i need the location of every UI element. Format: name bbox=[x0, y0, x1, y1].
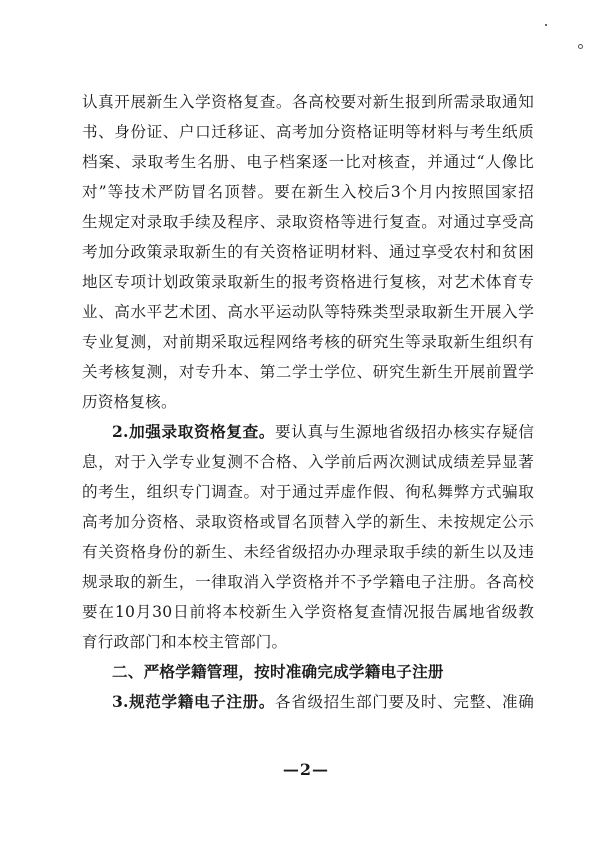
scan-dot-mark bbox=[545, 24, 547, 26]
paragraph-line: 书、身份证、户口迁移证、高考加分资格证明等材料与考生纸质 bbox=[82, 123, 534, 141]
paragraph-line: 规录取的新生，一律取消入学资格并不予学籍电子注册。各高校 bbox=[82, 573, 534, 591]
paragraph-line: 生规定对录取手续及程序、录取资格等进行复查。对通过享受高 bbox=[82, 213, 534, 231]
document-body bbox=[82, 87, 534, 717]
section2-first-line bbox=[82, 417, 534, 447]
section2-heading: 2.加强录取资格复查。 bbox=[112, 422, 276, 441]
paragraph-line: 历资格复核。 bbox=[82, 393, 177, 411]
paragraph-line: 专业复测，对前期采取远程网络考核的研究生等录取新生组织有 bbox=[82, 333, 534, 351]
paragraph-line: 地区专项计划政策录取新生的报考资格进行复核，对艺术体育专 bbox=[82, 273, 534, 291]
paragraph-line: 高考加分资格、录取资格或冒名顶替入学的新生、未按规定公示 bbox=[82, 513, 534, 531]
paragraph-line: 息，对于入学专业复测不合格、入学前后两次测试成绩差异显著 bbox=[82, 453, 534, 471]
section3-first-line-text: 各省级招生部门要及时、完整、准确 bbox=[275, 693, 534, 711]
paragraph-line: 考加分政策录取新生的有关资格证明材料、通过享受农村和贫困 bbox=[82, 243, 534, 261]
section3-heading: 3.规范学籍电子注册。 bbox=[112, 692, 276, 711]
scan-circle-mark bbox=[578, 44, 583, 49]
page-number: —2— bbox=[282, 760, 330, 779]
paragraph-line: 要在10月30日前将本校新生入学资格复查情况报告属地省级教 bbox=[82, 603, 534, 621]
paragraph-line: 认真开展新生入学资格复查。各高校要对新生报到所需录取通知 bbox=[82, 93, 534, 111]
paragraph-line: 育行政部门和本校主管部门。 bbox=[82, 633, 288, 651]
paragraph-line: 业、高水平艺术团、高水平运动队等特殊类型录取新生开展入学 bbox=[82, 303, 534, 321]
section3-first-line bbox=[82, 687, 534, 717]
paragraph-line: 有关资格身份的新生、未经省级招办办理录取手续的新生以及违 bbox=[82, 543, 534, 561]
paragraph-line: 对”等技术严防冒名顶替。要在新生入校后3个月内按照国家招 bbox=[82, 183, 534, 201]
paragraph-line: 档案、录取考生名册、电子档案逐一比对核查，并通过“人像比 bbox=[82, 153, 534, 171]
paragraph-line: 的考生，组织专门调查。对于通过弄虚作假、徇私舞弊方式骗取 bbox=[82, 483, 534, 501]
section2-first-line-text: 要认真与生源地省级招办核实存疑信 bbox=[275, 423, 534, 441]
section-heading: 二、严格学籍管理，按时准确完成学籍电子注册 bbox=[112, 663, 444, 681]
paragraph-line: 关考核复测，对专升本、第二学士学位、研究生新生开展前置学 bbox=[82, 363, 534, 381]
